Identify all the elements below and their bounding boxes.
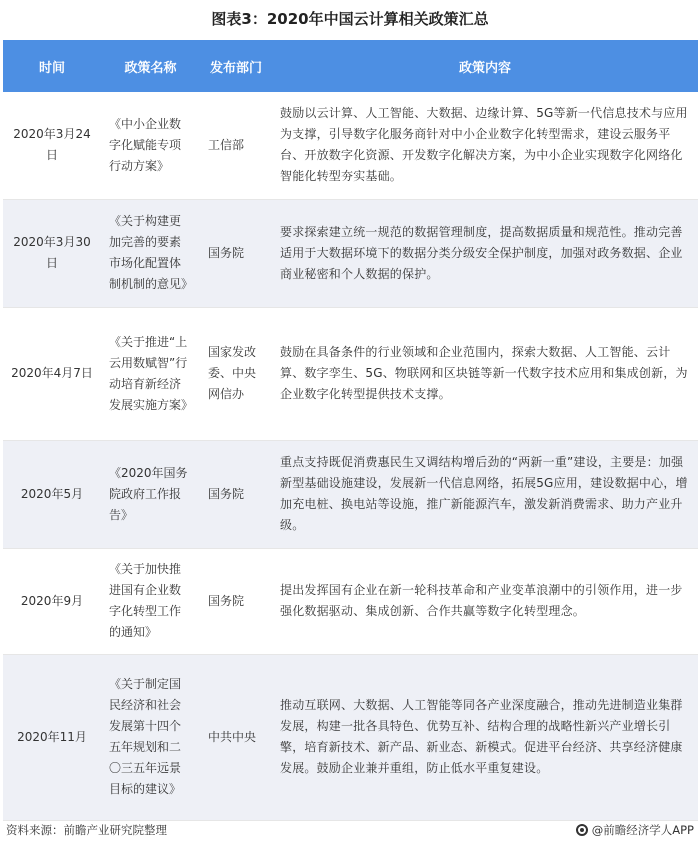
cell-time: 2020年3月24日 bbox=[3, 92, 101, 199]
brand-text: @前瞻经济学人APP bbox=[591, 823, 694, 837]
header-time: 时间 bbox=[3, 40, 101, 92]
cell-content: 鼓励在具备条件的行业领域和企业范围内，探索大数据、人工智能、云计算、数字孪生、5G、物联网和区块链等新一代数字技术应用和集成创新，为企业数字化转型提供技术支撑。 bbox=[272, 307, 698, 440]
table-header-row bbox=[3, 40, 698, 92]
source-note: 资料来源：前瞻产业研究院整理 bbox=[6, 823, 167, 837]
cell-time: 2020年5月 bbox=[3, 440, 101, 548]
cell-policy-name: 《关于加快推进国有企业数字化转型工作的通知》 bbox=[101, 548, 200, 654]
cell-policy-name: 《关于制定国民经济和社会发展第十四个五年规划和二〇三五年远景目标的建议》 bbox=[101, 654, 200, 820]
cell-time: 2020年11月 bbox=[3, 654, 101, 820]
policy-table bbox=[3, 40, 698, 821]
table-row bbox=[3, 199, 698, 307]
cell-content: 重点支持既促消费惠民生又调结构增后劲的“两新一重”建设，主要是：加强新型基础设施建设，发展新一代信息网络，拓展5G应用，建设数据中心，增加充电桩、换电站等设施，推广新能源汽车，激发新消费需求、助力产业升级。 bbox=[272, 440, 698, 548]
cell-department: 国务院 bbox=[200, 548, 272, 654]
header-department: 发布部门 bbox=[200, 40, 272, 92]
table-row bbox=[3, 440, 698, 548]
cell-content: 鼓励以云计算、人工智能、大数据、边缘计算、5G等新一代信息技术与应用为支撑，引导数字化服务商针对中小企业数字化转型需求，建设云服务平台、开放数字化资源、开发数字化解决方案，为中小企业实现数字化网络化智能化转型夯实基础。 bbox=[272, 92, 698, 199]
cell-policy-name: 《2020年国务院政府工作报告》 bbox=[101, 440, 200, 548]
header-content: 政策内容 bbox=[272, 40, 698, 92]
table-row bbox=[3, 92, 698, 199]
cell-content: 推动互联网、大数据、人工智能等同各产业深度融合，推动先进制造业集群发展，构建一批各具特色、优势互补、结构合理的战略性新兴产业增长引擎，培育新技术、新产品、新业态、新模式。促进平台经济、共享经济健康发展。鼓励企业兼并重组，防止低水平重复建设。 bbox=[272, 654, 698, 820]
cell-time: 2020年4月7日 bbox=[3, 307, 101, 440]
cell-content: 要求探索建立统一规范的数据管理制度，提高数据质量和规范性。推动完善适用于大数据环境下的数据分类分级安全保护制度，加强对政务数据、企业商业秘密和个人数据的保护。 bbox=[272, 199, 698, 307]
cell-department: 工信部 bbox=[200, 92, 272, 199]
brand-logo-icon bbox=[576, 824, 588, 836]
cell-department: 国家发改委、中央网信办 bbox=[200, 307, 272, 440]
brand-credit bbox=[576, 820, 694, 840]
header-policy-name: 政策名称 bbox=[101, 40, 200, 92]
cell-time: 2020年3月30日 bbox=[3, 199, 101, 307]
cell-time: 2020年9月 bbox=[3, 548, 101, 654]
chart-title: 图表3：2020年中国云计算相关政策汇总 bbox=[211, 10, 489, 28]
cell-policy-name: 《中小企业数字化赋能专项行动方案》 bbox=[101, 92, 200, 199]
cell-department: 国务院 bbox=[200, 199, 272, 307]
cell-policy-name: 《关于推进“上云用数赋智”行动培育新经济发展实施方案》 bbox=[101, 307, 200, 440]
table-row bbox=[3, 548, 698, 654]
cell-department: 中共中央 bbox=[200, 654, 272, 820]
table-row bbox=[3, 307, 698, 440]
footer bbox=[0, 820, 700, 840]
cell-policy-name: 《关于构建更加完善的要素市场化配置体制机制的意见》 bbox=[101, 199, 200, 307]
cell-department: 国务院 bbox=[200, 440, 272, 548]
table-row bbox=[3, 654, 698, 820]
cell-content: 提出发挥国有企业在新一轮科技革命和产业变革浪潮中的引领作用，进一步强化数据驱动、集成创新、合作共赢等数字化转型理念。 bbox=[272, 548, 698, 654]
